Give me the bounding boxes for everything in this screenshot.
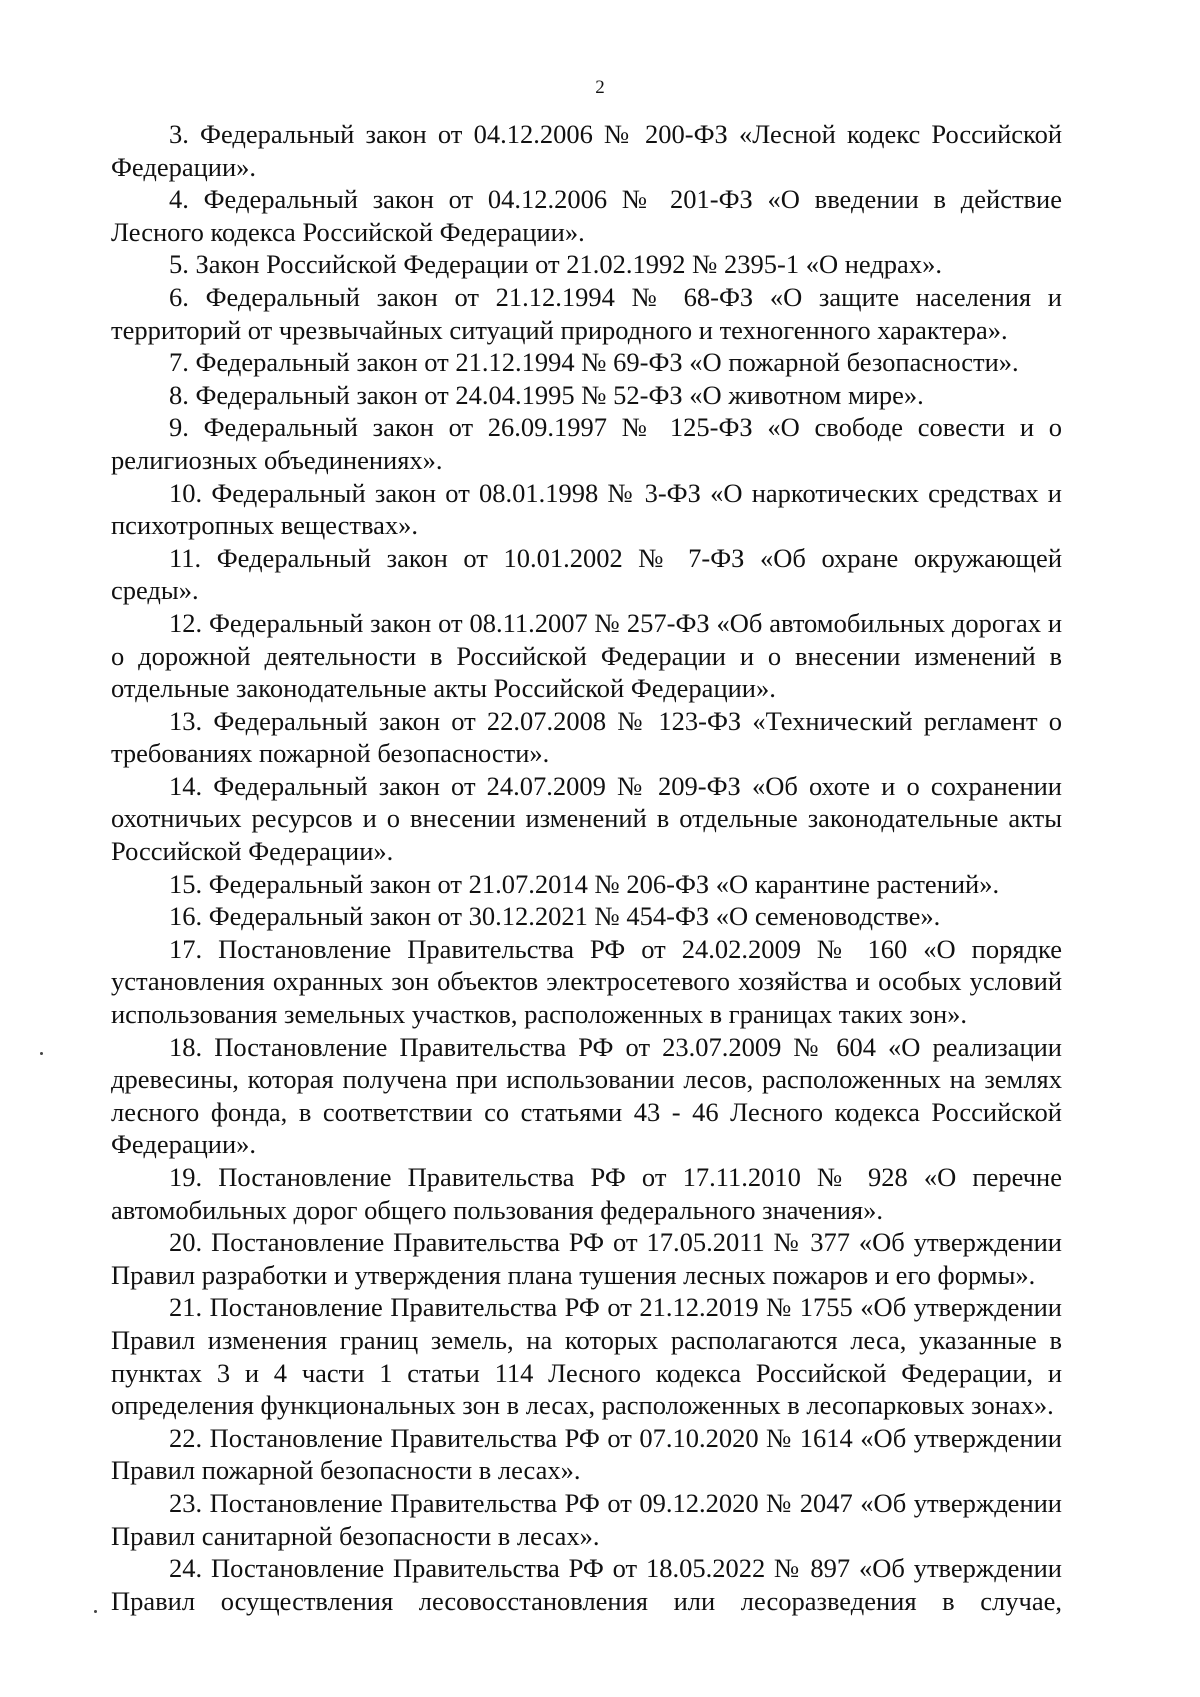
list-item: 18. Постановление Правительства РФ от 23.07.2009 № 604 «О реализации древесины, которая получена при использовании лесов, расположенных на землях лесного фонда, в соответствии со статьями 43 - 46 Лесного кодекса Российской Федерации». <box>111 1031 1062 1160</box>
list-item: 16. Федеральный закон от 30.12.2021 № 454-ФЗ «О семеноводстве». <box>169 901 941 932</box>
list-item: 17. Постановление Правительства РФ от 24.02.2009 № 160 «О порядке установления охранных зон объектов электросетевого хозяйства и особых условий использования земельных участков, расположенных в границах таких зон». <box>111 933 1062 1030</box>
list-item: 24. Постановление Правительства РФ от 18.05.2022 № 897 «Об утверждении Правил осуществления лесовосстановления или лесоразведения в случае, <box>111 1553 1062 1616</box>
list-item: 4. Федеральный закон от 04.12.2006 № 201-ФЗ «О введении в действие Лесного кодекса Российской Федерации». <box>111 184 1062 247</box>
legal-acts-list <box>111 118 1062 1617</box>
list-item: 13. Федеральный закон от 22.07.2008 № 123-ФЗ «Технический регламент о требованиях пожарной безопасности». <box>111 705 1062 769</box>
list-item: 12. Федеральный закон от 08.11.2007 № 257-ФЗ «Об автомобильных дорогах и о дорожной деятельности в Российской Федерации и о внесении изменений в отдельные законодательные акты Российской Федерации». <box>111 607 1062 704</box>
list-item: 20. Постановление Правительства РФ от 17.05.2011 № 377 «Об утверждении Правил разработки и утверждения плана тушения лесных пожаров и его формы». <box>111 1227 1062 1290</box>
list-item: 19. Постановление Правительства РФ от 17.11.2010 № 928 «О перечне автомобильных дорог общего пользования федерального значения». <box>111 1162 1062 1225</box>
page-number: 2 <box>595 77 605 98</box>
list-item: 15. Федеральный закон от 21.07.2014 № 206-ФЗ «О карантине растений». <box>169 868 1000 899</box>
scan-speck <box>40 1052 43 1055</box>
list-item: 9. Федеральный закон от 26.09.1997 № 125-ФЗ «О свободе совести и о религиозных объединениях». <box>111 412 1062 475</box>
list-item: 5. Закон Российской Федерации от 21.02.1992 № 2395-1 «О недрах». <box>169 249 942 280</box>
list-item: 14. Федеральный закон от 24.07.2009 № 209-ФЗ «Об охоте и о сохранении охотничьих ресурсов и о внесении изменений в отдельные законодательные акты Российской Федерации». <box>111 770 1062 867</box>
list-item: 8. Федеральный закон от 24.04.1995 № 52-ФЗ «О животном мире». <box>169 379 924 410</box>
list-item: 10. Федеральный закон от 08.01.1998 № 3-ФЗ «О наркотических средствах и психотропных веществах». <box>111 477 1062 541</box>
scan-speck <box>94 1610 97 1613</box>
list-item: 7. Федеральный закон от 21.12.1994 № 69-ФЗ «О пожарной безопасности». <box>169 347 1019 378</box>
list-item: 11. Федеральный закон от 10.01.2002 № 7-ФЗ «Об охране окружающей среды». <box>111 542 1062 606</box>
list-item: 23. Постановление Правительства РФ от 09.12.2020 № 2047 «Об утверждении Правил санитарной безопасности в лесах». <box>111 1487 1062 1551</box>
list-item: 6. Федеральный закон от 21.12.1994 № 68-ФЗ «О защите населения и территорий от чрезвычайных ситуаций природного и техногенного характера». <box>111 281 1062 345</box>
list-item: 22. Постановление Правительства РФ от 07.10.2020 № 1614 «Об утверждении Правил пожарной безопасности в лесах». <box>111 1422 1062 1486</box>
list-item: 21. Постановление Правительства РФ от 21.12.2019 № 1755 «Об утверждении Правил изменения границ земель, на которых располагаются леса, указанные в пунктах 3 и 4 части 1 статьи 114 Лесного кодекса Российской Федерации, и определения функциональных зон в лесах, расположенных в лесопарковых зонах». <box>111 1292 1062 1421</box>
list-item: 3. Федеральный закон от 04.12.2006 № 200-ФЗ «Лесной кодекс Российской Федерации». <box>111 119 1062 182</box>
